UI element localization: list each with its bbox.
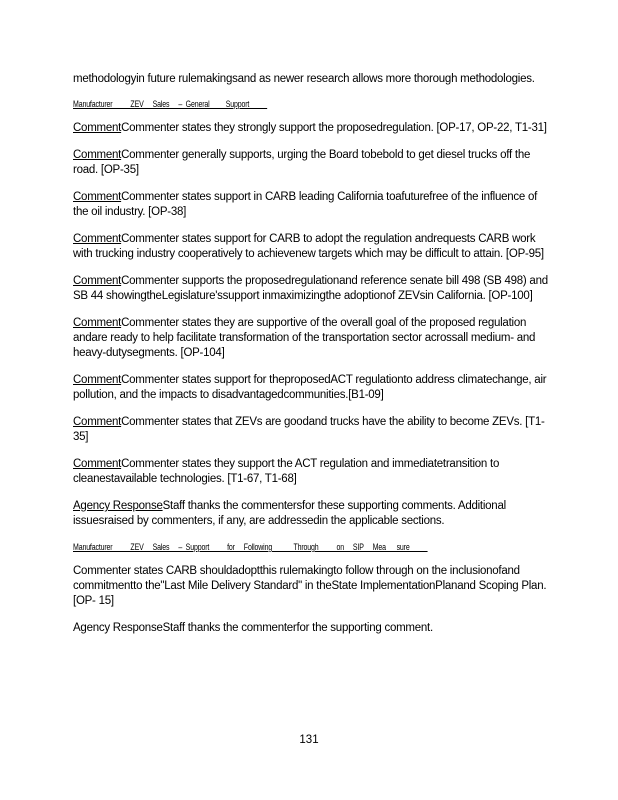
comment-label: Comment	[73, 374, 122, 386]
comment-label: Comment	[73, 317, 122, 329]
comment-text: Commenter states support for theproposedACT regulationto address climatechange, air pollution, and the impacts to disadvantagedcommunities.[B1-09]	[73, 374, 547, 401]
document-page	[73, 72, 553, 648]
comment-paragraph	[73, 415, 553, 445]
intro-paragraph: methodologyin future rulemakingsand as newer research allows more thorough methodologies.	[73, 73, 535, 85]
comment-label: Comment	[73, 233, 122, 245]
agency-response-paragraph	[73, 499, 553, 529]
comment-label: Comment	[73, 122, 122, 134]
comment-paragraph	[73, 232, 553, 262]
page-number: 131	[299, 734, 319, 746]
comment-text: Commenter states that ZEVs are goodand trucks have the ability to become ZEVs. [T1-35]	[73, 416, 545, 443]
section-heading-sip-measure: Manufacturer ZEV Sales – Support for Following Through on SIP Mea sure	[73, 542, 428, 552]
comment-text: Commenter states they support the ACT regulation and immediatetransition to cleanestavailable technologies. [T1-67, T1-68]	[73, 458, 500, 485]
agency-response-text: Staff thanks the commenterfor the supporting comment.	[162, 622, 433, 634]
comment-text: Commenter states support for CARB to adopt the regulation andrequests CARB work with trucking industry cooperatively to achievenew targets which may be difficult to attain. [OP-95]	[73, 233, 544, 260]
comment-paragraph	[73, 190, 553, 220]
comment-text: Commenter states they strongly support the proposedregulation. [OP-17, OP-22, T1-31]	[121, 122, 547, 134]
comment-text: Commenter supports the proposedregulationand reference senate bill 498 (SB 498) and SB 44 showingtheLegislature'ssupport inmaximizingthe adoptionof ZEVsin California. [OP-100]	[73, 275, 548, 302]
comment-label: Comment	[73, 416, 122, 428]
comment-paragraph	[73, 316, 553, 361]
comment-paragraph	[73, 148, 553, 178]
agency-response-paragraph	[73, 621, 553, 636]
agency-response-label: Agency Response	[73, 622, 163, 634]
comment-paragraph	[73, 457, 553, 487]
agency-response-label: Agency Response	[73, 500, 163, 512]
comment-label: Comment	[73, 191, 122, 203]
comment-text: Commenter states support in CARB leading California toafuturefree of the influence of the oil industry. [OP-38]	[73, 191, 538, 218]
comment-label: Comment	[73, 458, 122, 470]
comment-text: Commenter generally supports, urging the Board tobebold to get diesel trucks off the road. [OP-35]	[73, 149, 531, 176]
comment-label: Comment	[73, 149, 122, 161]
section-heading-general-support: Manufacturer ZEV Sales – General Support	[73, 99, 268, 109]
comment-paragraph: Commenter states CARB shouldadoptthis rulemakingto follow through on the inclusionofand commitmentto the"Last Mile Delivery Standard" in theState ImplementationPlanand Scoping Plan. [OP- 15]	[73, 565, 547, 607]
comment-paragraph	[73, 121, 553, 136]
comment-text: Commenter states they are supportive of the overall goal of the proposed regulation andare ready to help facilitate transformation of the transportation sector acrossall medium- and heavy-dutysegments. [OP-104]	[73, 317, 536, 359]
comment-label: Comment	[73, 275, 122, 287]
agency-response-text: Staff thanks the commentersfor these supporting comments. Additional issuesraised by commenters, if any, are addressedin the applicable sections.	[73, 500, 506, 527]
comment-paragraph	[73, 274, 553, 304]
comment-paragraph	[73, 373, 553, 403]
